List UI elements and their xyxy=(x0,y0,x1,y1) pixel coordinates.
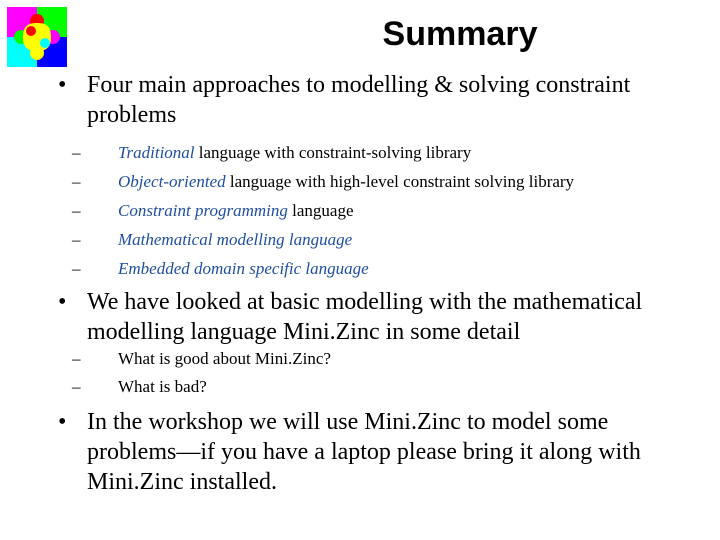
sub-item xyxy=(72,142,692,164)
dash-glyph: – xyxy=(72,259,81,278)
dash-glyph: – xyxy=(72,143,81,162)
sub-item-text: What is good about Mini.Zinc? xyxy=(118,349,331,368)
sub-item xyxy=(72,348,692,370)
sub-item xyxy=(72,376,692,398)
sub-item-text: language xyxy=(287,201,354,220)
sub-item-emphasis: Constraint programming xyxy=(118,201,288,220)
sub-item-emphasis: Traditional xyxy=(118,143,195,162)
sub-item-emphasis: Mathematical modelling language xyxy=(118,230,353,249)
sub-item xyxy=(72,258,692,280)
sub-item-text: language with high-level constraint solving library xyxy=(225,172,575,191)
bullet-item xyxy=(58,70,698,130)
sub-item xyxy=(72,229,692,251)
dash-glyph: – xyxy=(72,377,81,396)
sub-item-emphasis: Embedded domain specific language xyxy=(118,259,369,278)
dash-glyph: – xyxy=(72,172,81,191)
bullet-glyph: • xyxy=(58,409,67,435)
sub-item-text: language with constraint-solving library xyxy=(194,143,472,162)
puzzle-logo-icon xyxy=(7,7,67,67)
bullet-text: In the workshop we will use Mini.Zinc to model some problems—if you have a laptop please bring it along with Mini.Zinc installed. xyxy=(87,409,641,495)
bullet-item xyxy=(58,287,698,347)
slide-title: Summary xyxy=(382,15,538,53)
dash-glyph: – xyxy=(72,230,81,249)
sub-item xyxy=(72,200,692,222)
bullet-text: We have looked at basic modelling with the mathematical modelling language Mini.Zinc in some detail xyxy=(87,289,643,345)
sub-item-text: What is bad? xyxy=(118,377,207,396)
sub-item xyxy=(72,171,692,193)
bullet-glyph: • xyxy=(58,72,67,98)
sub-item-emphasis: Object-oriented xyxy=(118,172,226,191)
dash-glyph: – xyxy=(72,349,81,368)
dash-glyph: – xyxy=(72,201,81,220)
bullet-text: Four main approaches to modelling & solving constraint problems xyxy=(87,72,631,128)
bullet-glyph: • xyxy=(58,289,67,315)
bullet-item xyxy=(58,407,698,497)
